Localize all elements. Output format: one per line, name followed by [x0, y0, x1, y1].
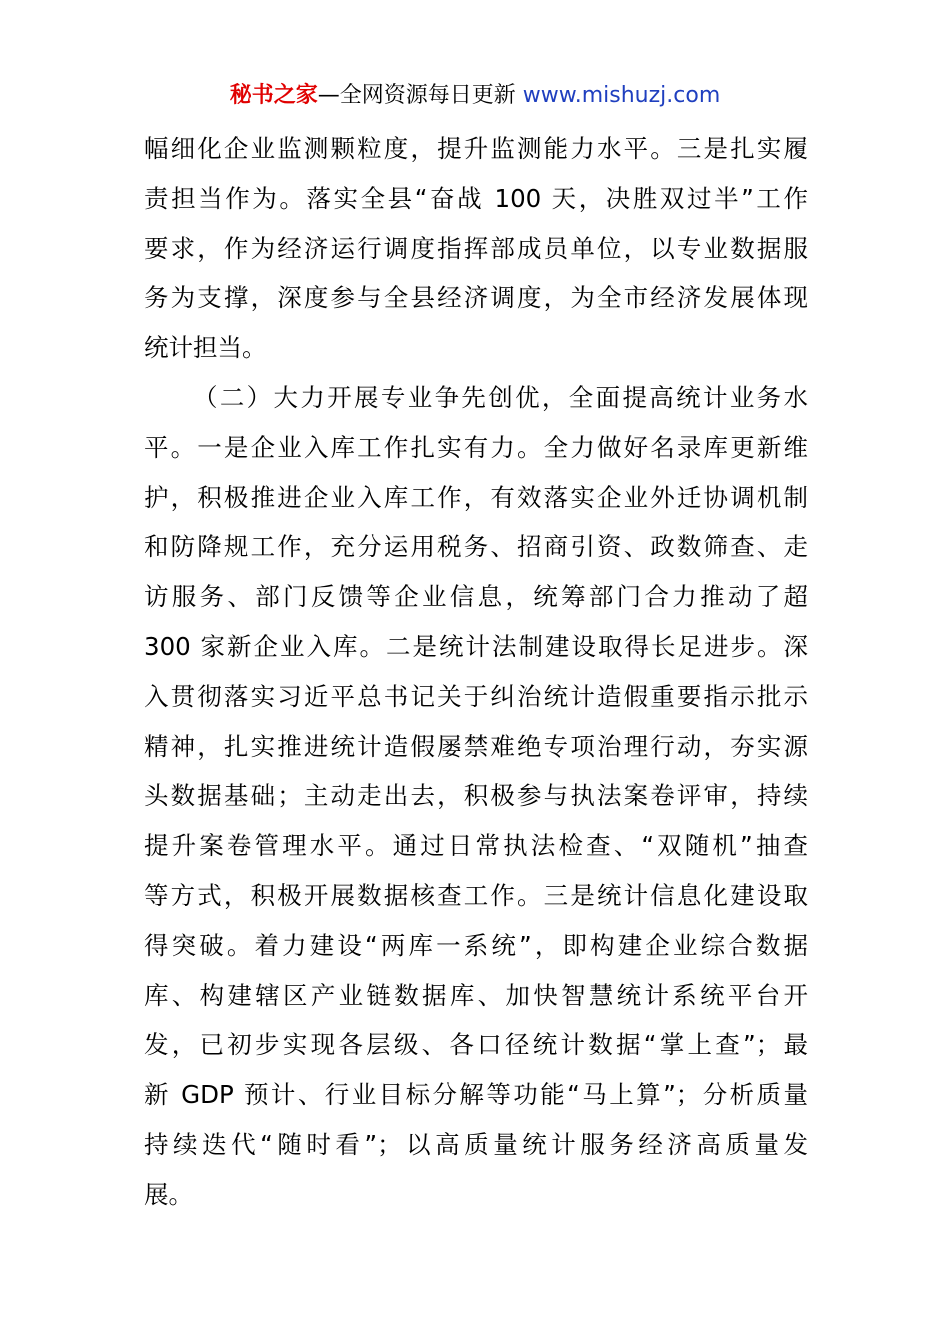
text-line: 展。 — [144, 1179, 193, 1209]
text-line: 等方式，积极开展数据核查工作。三是统计信息化建设取 — [144, 880, 808, 910]
text-line: 幅细化企业监测颗粒度，提升监测能力水平。三是扎实履 — [144, 134, 808, 163]
text-line: 发，已初步实现各层级、各口径统计数据“掌上查”；最 — [144, 1030, 808, 1060]
text-line: 责担当作为。落实全县“奋战 100 天，决胜双过半”工作 — [144, 183, 808, 213]
text-line: 护，积极推进企业入库工作，有效落实企业外迁协调机制 — [144, 482, 808, 512]
site-url-link[interactable]: www.mishuzj.com — [522, 83, 721, 108]
paragraph-heading-line: （二）大力开展专业争先创优，全面提高统计业务水 — [193, 382, 808, 412]
site-brand: 秘书之家 — [229, 83, 318, 108]
text-line: 要求，作为经济运行调度指挥部成员单位，以专业数据服 — [144, 233, 808, 263]
text-line: 提升案卷管理水平。通过日常执法检查、“双随机”抽查 — [144, 831, 808, 861]
text-line: 新 GDP 预计、行业目标分解等功能“马上算”；分析质量 — [144, 1080, 808, 1110]
text-line: 务为支撑，深度参与全县经济调度，为全市经济发展体现 — [144, 283, 808, 313]
text-line: 持续迭代“随时看”；以高质量统计服务经济高质量发 — [144, 1129, 808, 1159]
text-line: 和防降规工作，充分运用税务、招商引资、政数筛查、走 — [144, 532, 808, 562]
text-line: 入贯彻落实习近平总书记关于纠治统计造假重要指示批示 — [144, 681, 808, 711]
text-line: 访服务、部门反馈等企业信息，统筹部门合力推动了超 — [144, 582, 808, 612]
text-line: 得突破。着力建设“两库一系统”，即构建企业综合数据 — [144, 930, 808, 960]
document-body — [144, 124, 808, 1220]
site-header — [0, 80, 950, 112]
site-tagline: —全网资源每日更新 — [317, 83, 516, 108]
text-line: 库、构建辖区产业链数据库、加快智慧统计系统平台开 — [144, 980, 808, 1010]
text-line: 300 家新企业入库。二是统计法制建设取得长足进步。深 — [144, 631, 808, 661]
text-line: 头数据基础；主动走出去，积极参与执法案卷评审，持续 — [144, 781, 808, 811]
text-line: 统计担当。 — [144, 333, 267, 363]
text-line: 平。一是企业入库工作扎实有力。全力做好名录库更新维 — [144, 432, 808, 462]
text-line: 精神，扎实推进统计造假屡禁难绝专项治理行动，夯实源 — [144, 731, 808, 761]
